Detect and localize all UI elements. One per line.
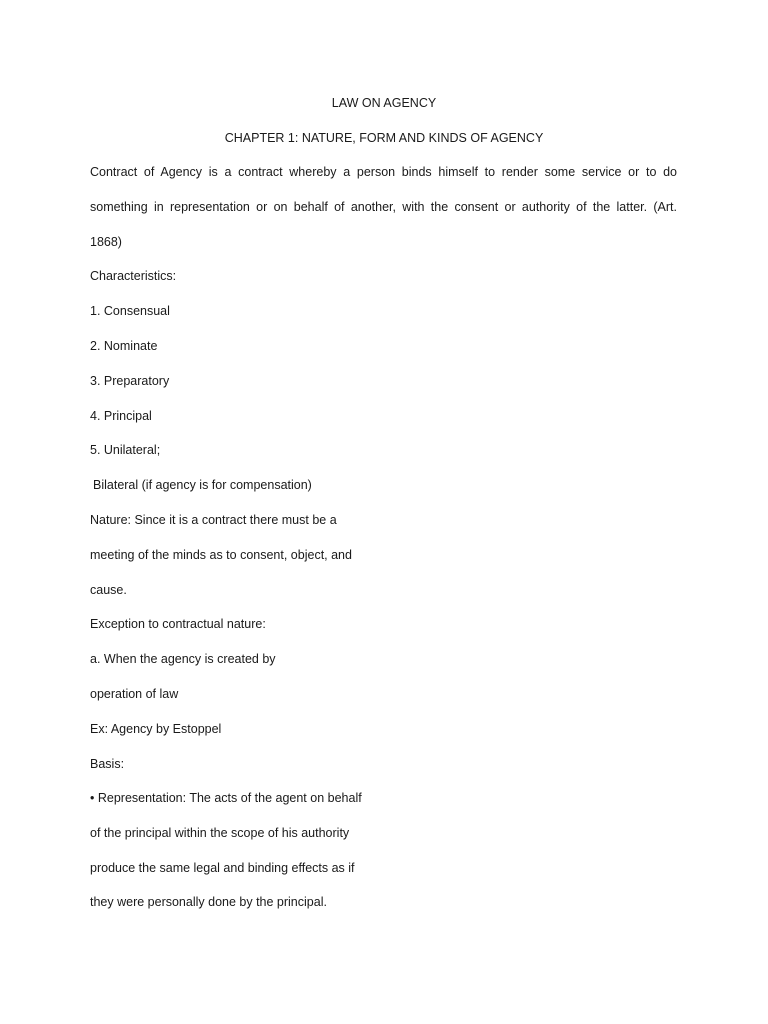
representation-line: • Representation: The acts of the agent on behalf [90, 791, 362, 805]
bilateral-note: Bilateral (if agency is for compensation) [93, 478, 312, 492]
characteristics-heading: Characteristics: [90, 269, 177, 283]
document-title: LAW ON AGENCY [331, 96, 437, 110]
exception-line: operation of law [90, 687, 179, 701]
characteristic-item: 5. Unilateral; [90, 443, 161, 457]
characteristic-item: 3. Preparatory [90, 374, 170, 388]
example-line: Ex: Agency by Estoppel [90, 722, 222, 736]
definition-line: 1868) [90, 235, 122, 249]
characteristic-item: 2. Nominate [90, 339, 158, 353]
nature-line: cause. [90, 583, 127, 597]
representation-line: they were personally done by the principal. [90, 895, 327, 909]
definition-line: Contract of Agency is a contract whereby a person binds himself to render some service or to do [90, 165, 677, 179]
definition-line: something in representation or on behalf of another, with the consent or authority of the latter. (Art. [90, 200, 677, 214]
nature-line: meeting of the minds as to consent, object, and [90, 548, 352, 562]
characteristic-item: 1. Consensual [90, 304, 170, 318]
characteristic-item: 4. Principal [90, 409, 152, 423]
chapter-heading: CHAPTER 1: NATURE, FORM AND KINDS OF AGENCY [224, 131, 544, 145]
basis-heading: Basis: [90, 757, 125, 771]
exception-line: a. When the agency is created by [90, 652, 276, 666]
representation-line: of the principal within the scope of his authority [90, 826, 350, 840]
exception-heading: Exception to contractual nature: [90, 617, 266, 631]
nature-line: Nature: Since it is a contract there must be a [90, 513, 337, 527]
representation-line: produce the same legal and binding effects as if [90, 861, 355, 875]
